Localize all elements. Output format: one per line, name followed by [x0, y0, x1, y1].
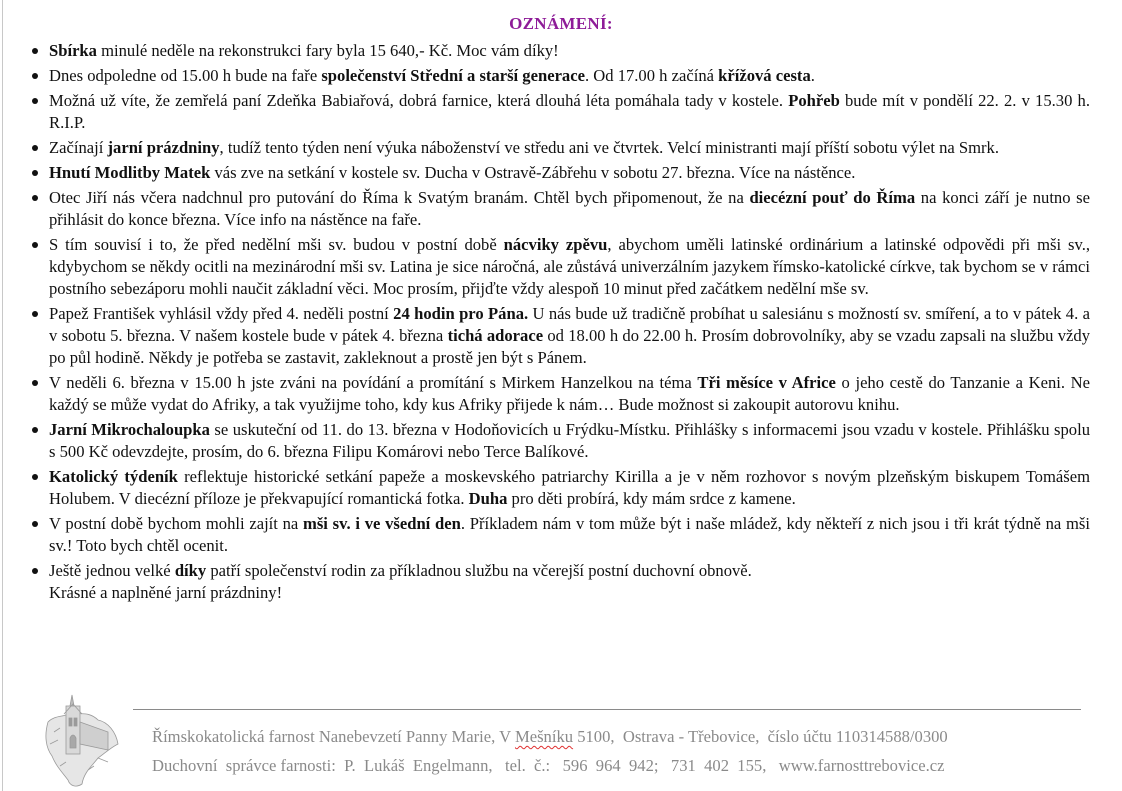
- announcement-item: [31, 234, 1090, 300]
- announcement-item: [31, 162, 1090, 184]
- announcement-text: V neděli 6. března v 15.00 h jste zváni na povídání a promítání s Mirkem Hanzelkou na téma: [49, 373, 698, 392]
- announcement-text: od 18.00 h do 22.00 h. Prosím dobrovolníky, aby se vzadu zapsali na službu vždy po půl hodině. Někdy je potřeba se zastavit, zakleknout a prostě jen být s Pánem.: [49, 326, 1090, 367]
- announcements-list: [31, 40, 1090, 607]
- announcement-highlight: diecézní pouť do Říma: [749, 188, 916, 207]
- announcement-text: o jeho cestě do Tanzanie a Keni. Ne každý se může vydat do Afriky, a tak využijme toho, kdy kus Afriky přijede k nám… Bude možnost si zakoupit autorovu knihu.: [49, 373, 1090, 414]
- church-drawing-icon: [38, 692, 122, 791]
- announcement-item: [31, 372, 1090, 416]
- announcement-highlight: křížová cesta: [718, 66, 811, 85]
- announcement-highlight: díky: [174, 561, 207, 580]
- announcement-item: [31, 187, 1090, 231]
- bullet-icon: [32, 73, 38, 79]
- footer-contact: Duchovní správce farnosti: P. Lukáš Engelmann, tel. č.: 596 964 942; 731 402 155, www.farnosttrebovice.cz: [152, 756, 945, 775]
- announcement-highlight: Sbírka: [49, 41, 97, 60]
- announcement-highlight: Tři měsíce v Africe: [697, 373, 836, 392]
- announcement-text: Možná už víte, že zemřelá paní Zdeňka Babiařová, dobrá farnice, která dlouhá léta pomáhala tady v kostele.: [49, 91, 789, 110]
- announcement-text: S tím souvisí i to, že před nedělní mši sv. budou v postní době: [49, 235, 504, 254]
- announcement-text: Dnes odpoledne od 15.00 h bude na faře: [49, 66, 322, 85]
- announcement-item: [31, 65, 1090, 87]
- bullet-icon: [32, 48, 38, 54]
- bullet-icon: [32, 311, 38, 317]
- footer-address: [152, 727, 948, 747]
- announcement-text: , abychom uměli latinské ordinárium a latinské odpovědi při mši sv., kdybychom se někdy ocitli na mezinárodní mši sv. Latina je sice náročná, ale zůstává univerzálním jazykem římsko-katolické církve, tak bychom se v rámci postního sebezáporu mohli naučit základní věci. Moc prosím, přijďte vždy alespoň 10 minut před začátkem nedělní mše sv.: [49, 235, 1090, 298]
- footer-address-part2: 5100, Ostrava - Třebovice, číslo účtu 110314588/0300: [573, 727, 948, 746]
- announcement-text: Otec Jiří nás včera nadchnul pro putování do Říma k Svatým branám. Chtěl bych připomenout, že na: [49, 188, 750, 207]
- announcement-text: na konci září je nutno se přihlásit do konce března. Více info na nástěnce na faře.: [49, 188, 1090, 229]
- announcement-text: minulé neděle na rekonstrukci fary byla 15 640,- Kč. Moc vám díky!: [96, 41, 559, 60]
- bullet-icon: [32, 242, 38, 248]
- page-left-border: [2, 0, 3, 791]
- announcement-text: Papež František vyhlásil vždy před 4. neděli postní: [49, 304, 394, 323]
- footer-divider: [133, 709, 1081, 710]
- announcement-text: reflektuje historické setkání papeže a moskevského patriarchy Kirilla a je v něm rozhovor s novým plzeňským biskupem Tomášem Holubem. V diecézní příloze je překvapující romantická fotka.: [49, 467, 1090, 508]
- announcement-item: [31, 466, 1090, 510]
- announcement-highlight: Pohřeb: [788, 91, 840, 110]
- announcement-item: [31, 419, 1090, 463]
- bullet-icon: [32, 568, 38, 574]
- footer-address-part1: Římskokatolická farnost Nanebevzetí Panny Marie, V: [152, 727, 515, 746]
- announcement-text: , tudíž tento týden není výuka náboženství ve středu ani ve čtvrtek. Velcí ministranti mají příští sobotu výlet na Smrk.: [219, 138, 999, 157]
- bullet-icon: [32, 98, 38, 104]
- announcement-highlight: mši sv. i ve všední den: [303, 514, 461, 533]
- announcement-text: . Od 17.00 h začíná: [584, 66, 719, 85]
- announcement-text: U nás bude už tradičně probíhat u salesiánu s možností sv. smíření, a to v pátek 4. a v sobotu 5. března. V našem kostele bude v pátek 4. března: [49, 304, 1090, 345]
- announcement-text: pro děti probírá, kdy mám srdce z kamene.: [507, 489, 796, 508]
- bullet-icon: [32, 170, 38, 176]
- announcement-text: bude mít v pondělí 22. 2. v 15.30 h. R.I.P.: [49, 91, 1090, 132]
- announcement-text: Ještě jednou velké: [49, 561, 175, 580]
- announcement-item: [31, 560, 1090, 604]
- announcement-text: V postní době bychom mohli zajít na: [49, 514, 304, 533]
- footer-street-name: Mešníku: [514, 727, 574, 746]
- announcement-highlight: nácviky zpěvu: [503, 235, 608, 254]
- bullet-icon: [32, 145, 38, 151]
- announcement-highlight: Jarní Mikrochaloupka: [49, 420, 210, 439]
- closing-wish: Krásné a naplněné jarní prázdniny!: [49, 583, 283, 602]
- announcement-item: [31, 513, 1090, 557]
- bullet-icon: [32, 380, 38, 386]
- announcement-text: patří společenství rodin za příkladnou službu na včerejší postní duchovní obnově.: [206, 561, 752, 580]
- announcement-item: [31, 303, 1090, 369]
- announcement-highlight: 24 hodin pro Pána.: [393, 304, 529, 323]
- announcement-item: [31, 137, 1090, 159]
- bullet-icon: [32, 195, 38, 201]
- announcement-text: Začínají: [49, 138, 108, 157]
- bullet-icon: [32, 521, 38, 527]
- announcement-highlight: Katolický týdeník: [49, 467, 178, 486]
- bullet-icon: [32, 427, 38, 433]
- announcement-text: se uskuteční od 11. do 13. března v Hodoňovicích u Frýdku-Místku. Přihlášky s informacemi jsou vzadu v kostele. Přihlášku spolu s 500 Kč odevzdejte, prosím, do 6. března Filipu Komárovi nebo Terce Balíkové.: [49, 420, 1090, 461]
- announcement-item: [31, 90, 1090, 134]
- announcements-title: OZNÁMENÍ:: [509, 14, 613, 33]
- announcement-highlight: Hnutí Modlitby Matek: [49, 163, 211, 182]
- announcement-text: . Příkladem nám v tom může být i naše mládež, kdy někteří z nich jsou i tři krát týdně na mši sv.! Toto bych chtěl ocenit.: [49, 514, 1090, 555]
- bullet-icon: [32, 474, 38, 480]
- announcement-text: vás zve na setkání v kostele sv. Ducha v Ostravě-Zábřehu v sobotu 27. března. Více na nástěnce.: [210, 163, 856, 182]
- announcement-text: .: [810, 66, 815, 85]
- announcement-item: [31, 40, 1090, 62]
- announcement-highlight: Duha: [468, 489, 508, 508]
- announcement-highlight: společenství Střední a starší generace: [321, 66, 585, 85]
- announcement-highlight: jarní prázdniny: [107, 138, 220, 157]
- announcement-highlight: tichá adorace: [447, 326, 544, 345]
